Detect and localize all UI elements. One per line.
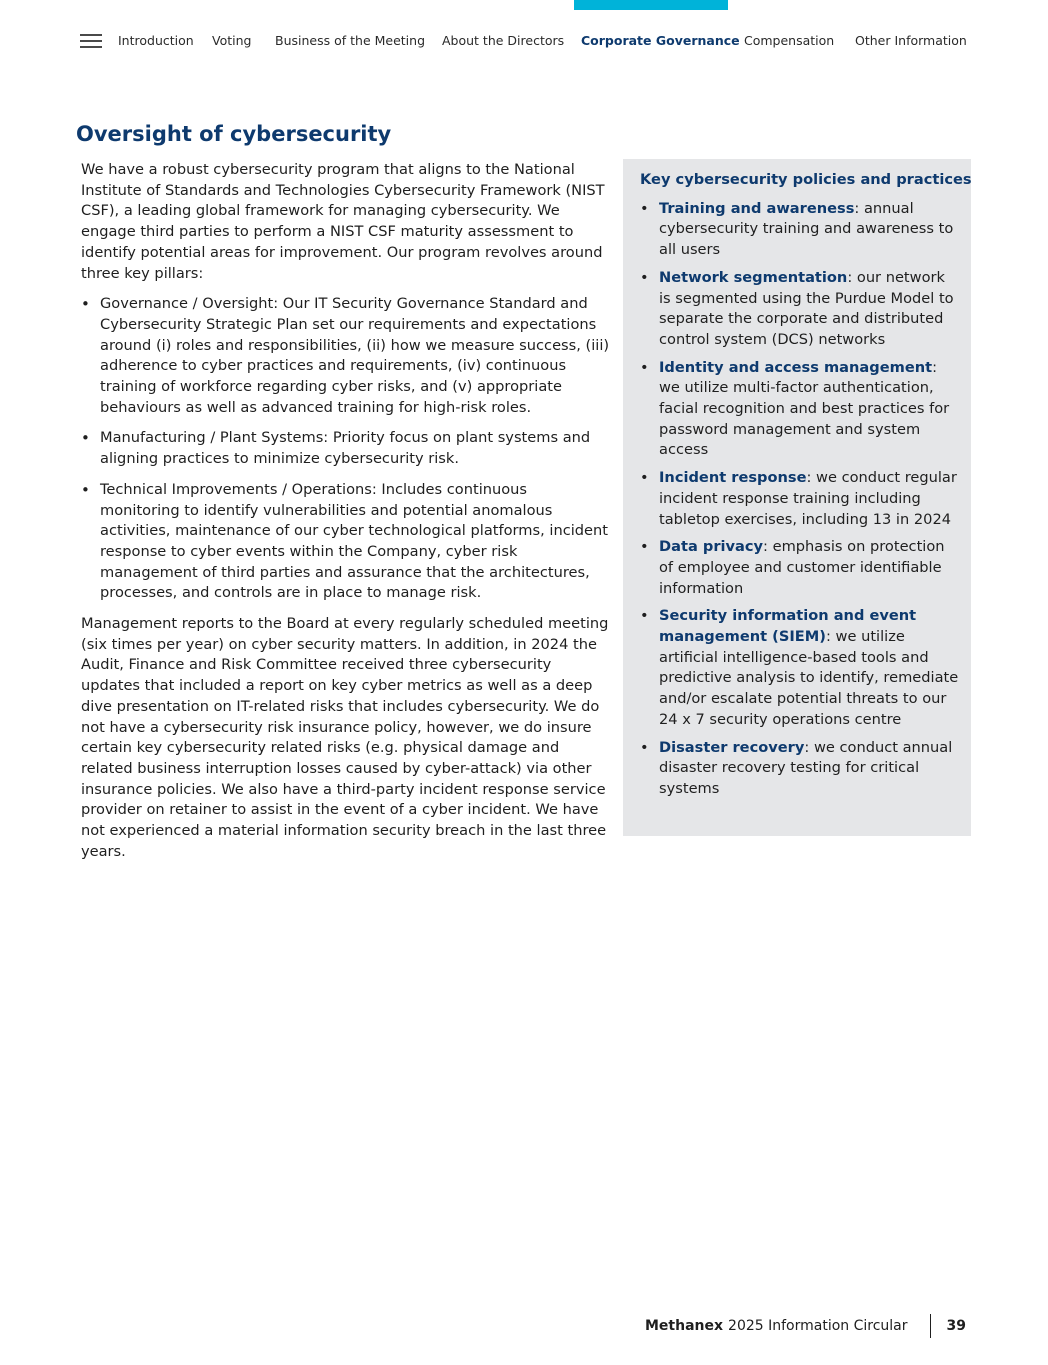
practice-term: Data privacy bbox=[659, 538, 764, 556]
pillar-item-governance: • Governance / Oversight: Our IT Security Governance Standard and Cybersecurity Strategic Plan set our requirements and expectations around (i) roles and responsibilities, (ii) how we measure success, (iii) adherence to cyber practices and requirements, (iv) continuous training of workforce regarding cyber risks, and (v) appropriate behaviours as well as advanced training for high-risk roles. bbox=[81, 294, 611, 418]
practice-term: Training and awareness bbox=[659, 199, 855, 217]
nav-about-the-directors[interactable]: About the Directors bbox=[442, 33, 565, 48]
pillar-item-manufacturing: • Manufacturing / Plant Systems: Priority focus on plant systems and aligning practices to minimize cybersecurity risk. bbox=[81, 428, 611, 469]
practice-term: Network segmentation bbox=[659, 268, 848, 286]
practice-term: Incident response bbox=[659, 469, 807, 487]
practice-desc: : annual cybersecurity training and awareness to all users bbox=[659, 199, 954, 259]
hamburger-menu-icon[interactable] bbox=[80, 34, 102, 48]
main-content bbox=[81, 160, 611, 863]
practice-term: Disaster recovery bbox=[659, 738, 805, 756]
nav-business-of-the-meeting[interactable]: Business of the Meeting bbox=[275, 33, 425, 48]
nav-compensation[interactable]: Compensation bbox=[744, 33, 835, 48]
practice-item bbox=[640, 468, 959, 530]
footer-divider bbox=[930, 1314, 931, 1338]
footer-doc-title: 2025 Information Circular bbox=[728, 1318, 908, 1334]
practice-desc: : emphasis on protection of employee and customer identifiable information bbox=[659, 538, 945, 597]
nav-voting[interactable]: Voting bbox=[212, 33, 252, 48]
practice-item bbox=[640, 537, 959, 599]
section-title: Oversight of cybersecurity bbox=[76, 122, 392, 146]
pillar-item-technical: • Technical Improvements / Operations: Includes continuous monitoring to identify vulnerabilities and potential anomalous activities, maintenance of our cyber technological platforms, incident response to cyber events within the Company, cyber risk management of third parties and assurance that the architectures, processes, and controls are in place to manage risk. bbox=[81, 480, 611, 604]
practices-list bbox=[640, 199, 959, 800]
practice-item bbox=[640, 268, 959, 351]
page-number: 39 bbox=[946, 1318, 966, 1334]
top-navigation bbox=[0, 0, 1048, 60]
intro-paragraph: We have a robust cybersecurity program that aligns to the National Institute of Standards and Technologies Cybersecurity Framework (NIST CSF), a leading global framework for managing cybersecurity. We engage third parties to perform a NIST CSF maturity assessment to identify potential areas for improvement. Our program revolves around three key pillars: bbox=[81, 161, 605, 282]
practice-item bbox=[640, 738, 959, 800]
practice-term: Security information and event management (SIEM) bbox=[659, 607, 917, 646]
pillars-list bbox=[81, 294, 611, 604]
key-practices-sidebar bbox=[623, 159, 971, 836]
practice-desc: : our network is segmented using the Purdue Model to separate the corporate and distributed control system (DCS) networks bbox=[659, 268, 954, 348]
practice-desc: : we utilize artificial intelligence-based tools and predictive analysis to identify, remediate and/or escalate potential threats to our 24 x 7 security operations centre bbox=[659, 628, 959, 728]
practice-term: Identity and access management bbox=[659, 358, 933, 376]
footer-brand: Methanex bbox=[645, 1318, 724, 1334]
nav-other-information[interactable]: Other Information bbox=[855, 33, 967, 48]
practice-desc: : we conduct regular incident response training including tabletop exercises, including 13 in 2024 bbox=[659, 469, 957, 528]
practice-item bbox=[640, 199, 959, 261]
page-footer bbox=[645, 1314, 966, 1338]
nav-introduction[interactable]: Introduction bbox=[118, 33, 194, 48]
closing-paragraph: Management reports to the Board at every regularly scheduled meeting (six times per year) on cyber security matters. In addition, in 2024 the Audit, Finance and Risk Committee received three cybersecurity updates that included a report on key cyber metrics as well as a deep dive presentation on IT-related risks that includes cybersecurity. We do not have a cybersecurity risk insurance policy, however, we do insure certain key cybersecurity related risks (e.g. physical damage and related business interruption losses caused by cyber-attack) via other insurance policies. We also have a third-party incident response service provider on retainer to assist in the event of a cyber incident. We have not experienced a material information security breach in the last three years. bbox=[81, 615, 609, 860]
sidebar-title: Key cybersecurity policies and practices bbox=[640, 171, 972, 188]
active-section-indicator bbox=[574, 0, 728, 10]
practice-item bbox=[640, 606, 959, 730]
practice-desc: : we utilize multi-factor authentication, facial recognition and best practices for password management and system access bbox=[659, 358, 950, 459]
nav-corporate-governance[interactable]: Corporate Governance bbox=[581, 33, 740, 48]
practice-desc: : we conduct annual disaster recovery testing for critical systems bbox=[659, 738, 953, 797]
practice-item bbox=[640, 358, 959, 462]
